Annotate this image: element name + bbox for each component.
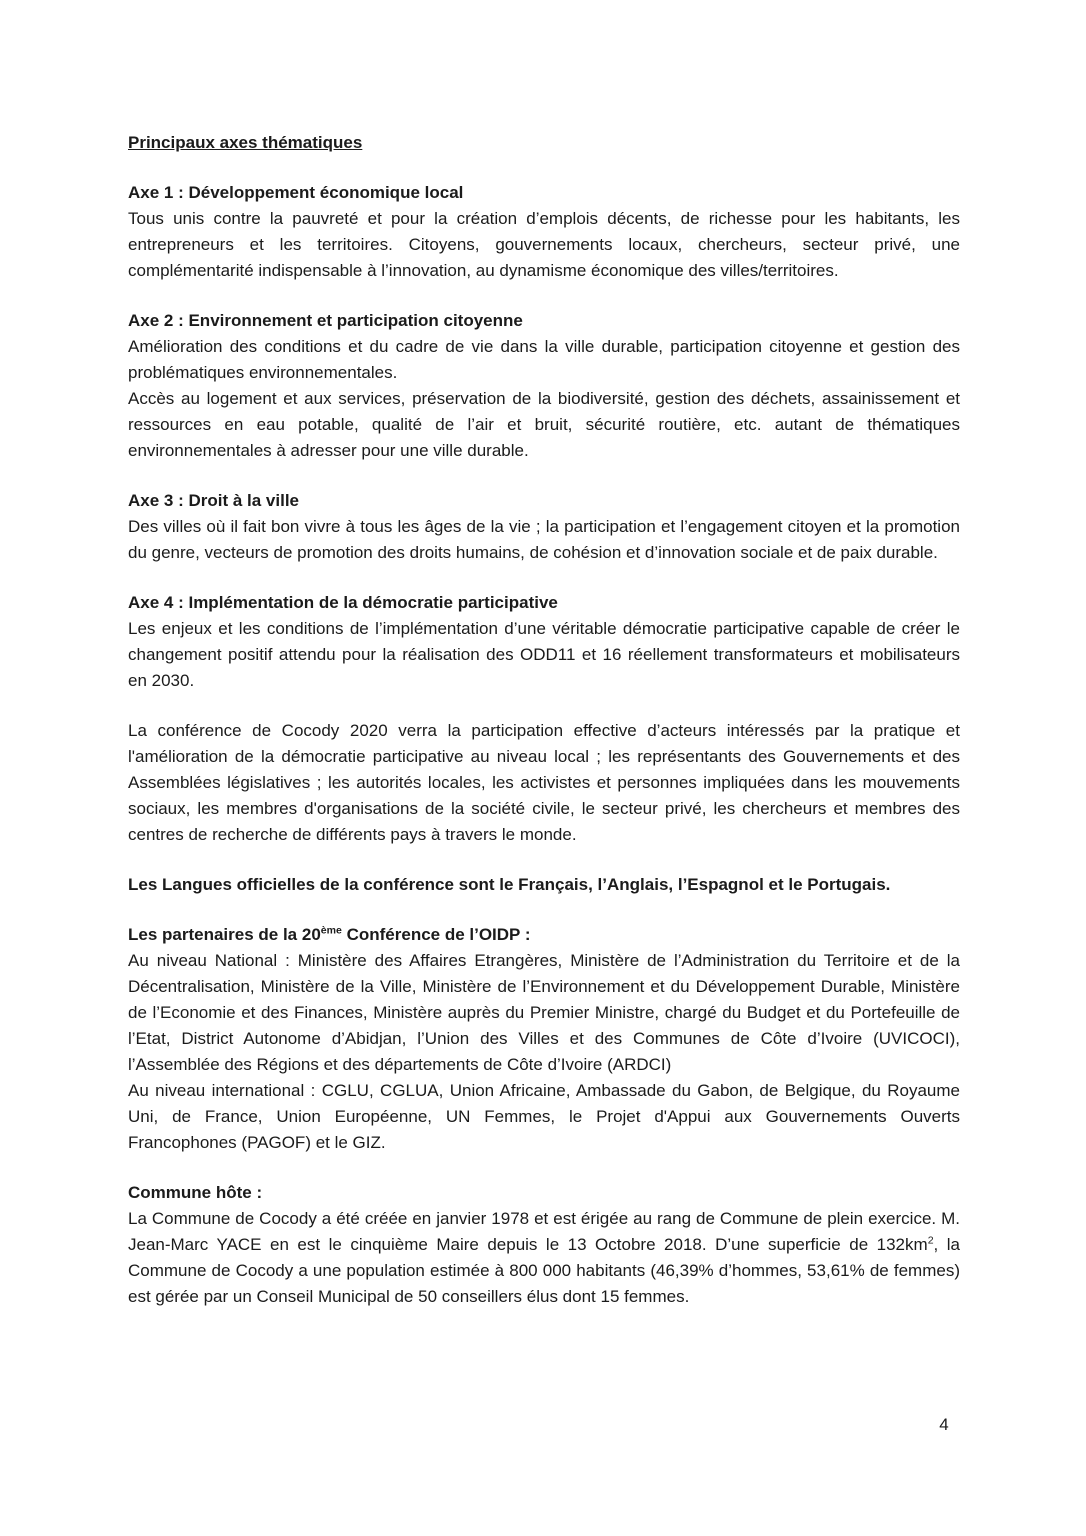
axe-4-heading: Axe 4 : Implémentation de la démocratie participative: [128, 593, 558, 612]
axe-1-body: Tous unis contre la pauvreté et pour la création d’emplois décents, de richesse pour les habitants, les entrepreneurs et les territoires. Citoyens, gouvernements locaux, chercheurs, secteur privé, une complémentarité indispensable à l’innovation, au dynamisme économique des villes/territoires.: [128, 209, 960, 280]
partners-heading-text: Les partenaires de la 20: [128, 925, 321, 944]
axe-4-body: Les enjeux et les conditions de l’implémentation d’une véritable démocratie participative capable de créer le changement positif attendu pour la réalisation des ODD11 et 16 réellement transformateurs et mobilisateurs en 2030.: [128, 619, 960, 690]
page-number: 4: [939, 1415, 949, 1434]
section-axe-1: [128, 180, 960, 284]
commune-body-text: La Commune de Cocody a été créée en janvier 1978 et est érigée au rang de Commune de plein exercice. M. Jean-Marc YACE en est le cinquième Maire depuis le 13 Octobre 2018. D’une superficie de 132km: [128, 1209, 960, 1254]
section-conference: [128, 718, 960, 848]
partners-heading-superscript: ème: [320, 924, 342, 937]
section-axe-2: [128, 308, 960, 464]
axe-3-heading: Axe 3 : Droit à la ville: [128, 491, 300, 510]
partners-heading: [128, 922, 960, 948]
commune-heading: Commune hôte :: [128, 1183, 263, 1202]
page-title: Principaux axes thématiques: [128, 133, 363, 152]
document-content: [128, 130, 960, 1310]
section-commune: [128, 1180, 960, 1310]
section-languages: [128, 872, 960, 898]
axe-1-heading: Axe 1 : Développement économique local: [128, 183, 464, 202]
partners-heading-suffix: Conférence de l’OIDP :: [341, 925, 531, 944]
partners-national-paragraph: Au niveau National : Ministère des Affaires Etrangères, Ministère de l’Administration du Territoire et de la Décentralisation, Ministère de la Ville, Ministère de l’Environnement et du Développement Durable, Ministère de l’Economie et des Finances, Ministère auprès du Premier Ministre, chargé du Budget et du Portefeuille de l’Etat, District Autonome d’Abidjan, l’Union des Villes et des Communes de Côte d’Ivoire (UVICOCI), l’Assemblée des Régions et des départements de Côte d’Ivoire (ARDCI): [128, 951, 960, 1074]
official-languages-line: Les Langues officielles de la conférence sont le Français, l’Anglais, l’Espagnol et le Portugais.: [128, 875, 891, 894]
section-partners: [128, 922, 960, 1156]
section-axe-4: [128, 590, 960, 694]
axe-2-body-paragraph-1: Amélioration des conditions et du cadre de vie dans la ville durable, participation citoyenne et gestion des problématiques environnementales.: [128, 337, 960, 382]
commune-body: [128, 1206, 960, 1310]
axe-2-body-paragraph-2: Accès au logement et aux services, préservation de la biodiversité, gestion des déchets, assainissement et ressources en eau potable, qualité de l’air et bruit, sécurité routière, etc. autant de thématiques environnementales à adresser pour une ville durable.: [128, 389, 960, 460]
axe-3-body: Des villes où il fait bon vivre à tous les âges de la vie ; la participation et l’engagement citoyen et la promotion du genre, vecteurs de promotion des droits humains, de cohésion et d’innovation sociale et de paix durable.: [128, 517, 960, 562]
axe-2-heading: Axe 2 : Environnement et participation citoyenne: [128, 311, 523, 330]
section-axe-3: [128, 488, 960, 566]
commune-body-superscript: 2: [927, 1234, 934, 1247]
partners-international-paragraph: Au niveau international : CGLU, CGLUA, Union Africaine, Ambassade du Gabon, de Belgique, du Royaume Uni, de France, Union Européenne, UN Femmes, le Projet d'Appui aux Gouvernements Ouverts Francophones (PAGOF) et le GIZ.: [128, 1081, 960, 1152]
commune-body-suffix: , la Commune de Cocody a une population estimée à 800 000 habitants (46,39% d’hommes, 53,61% de femmes) est gérée par un Conseil Municipal de 50 conseillers élus dont 15 femmes.: [128, 1235, 960, 1306]
conference-paragraph: La conférence de Cocody 2020 verra la participation effective d’acteurs intéressés par la pratique et l'amélioration de la démocratie participative au niveau local ; les représentants des Gouvernements et des Assemblées législatives ; les autorités locales, les activistes et personnes impliquées dans les mouvements sociaux, les membres d'organisations de la société civile, le secteur privé, les chercheurs et membres des centres de recherche de différents pays à travers le monde.: [128, 721, 960, 844]
